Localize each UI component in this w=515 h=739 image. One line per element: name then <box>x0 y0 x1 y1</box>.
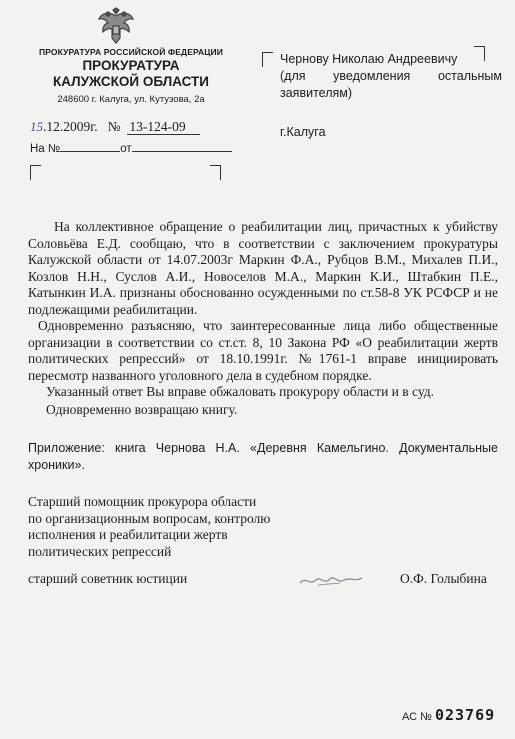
body-paragraph-1: На коллективное обращение о реабилитации лиц, причастных к убийству Соловьёва Е.Д. сообщаю, что в соответствии с заключением прокуратуры Калужской области от 14.07.2003г Маркин Ф.А., Рубцов В.М., Михалев П.И., Козлов Н.Н., Суслов А.И., Новоселов М.А., Маркин К.И., Штабкин П.Е., Катынкин И.А. признаны обоснованно осужденными по ст.58-8 УК РСФСР и не подлежащими реабилитации. <box>28 219 498 317</box>
body-paragraph-4: Одновременно возвращаю книгу. <box>46 402 238 417</box>
registration-row <box>30 119 200 135</box>
org-address: 248600 г. Калуга, ул. Кутузова, 2а <box>57 94 205 105</box>
recipient-city: г.Калуга <box>280 125 326 139</box>
ref-label: На № <box>30 143 61 155</box>
reg-date: .12.2009г. <box>43 119 98 134</box>
reg-day-handwritten: 15 <box>30 119 43 134</box>
attachment-note: Приложение: книга Чернова Н.А. «Деревня Камельгино. Документальные хроники». <box>28 441 498 472</box>
handwritten-signature-icon <box>296 570 366 590</box>
reference-row <box>30 140 232 155</box>
body-paragraph-2: Одновременно разъясняю, что заинтересованные лица либо общественные организации в соответствии со ст.ст. 8, 10 Закона РФ «О реабилитации жертв политических репрессий» от 18.10.1991г. №1761-1 вправе инициировать пересмотр названного уголовного дела в судебном порядке. <box>28 318 498 383</box>
recipient-name: Чернову Николаю Андреевичу <box>280 52 458 66</box>
org-line: ПРОКУРАТУРА РОССИЙСКОЙ ФЕДЕРАЦИИ <box>39 47 223 57</box>
position-line-3: исполнения и реабилитации жертв <box>28 527 228 543</box>
corner-mark-left <box>30 165 41 180</box>
ref-number-line <box>60 140 120 152</box>
recipient-note-1: (для уведомления остальным <box>280 69 502 83</box>
recipient-note-2: заявителям) <box>280 86 353 100</box>
position-line-4: политических репрессий <box>28 543 172 559</box>
ref-from: от <box>120 143 132 155</box>
position-line-2: по организационным вопросам, контролю <box>28 510 271 526</box>
recipient-block <box>280 51 502 102</box>
reg-no: 13-124-09 <box>127 119 199 135</box>
body-paragraph-3: Указанный ответ Вы вправе обжаловать прокурору области и в суд. <box>46 384 434 399</box>
position-line-1: Старший помощник прокурора области <box>28 494 257 509</box>
signatory-position <box>28 494 318 560</box>
double-headed-eagle-emblem-icon <box>96 6 136 46</box>
ref-date-line <box>132 140 232 152</box>
signatory-name: О.Ф. Голыбина <box>400 571 487 586</box>
org-name-1: ПРОКУРАТУРА <box>82 58 180 73</box>
signatory-rank: старший советник юстиции <box>28 571 188 586</box>
corner-mark-recipient-left <box>262 52 273 67</box>
reg-no-label: № <box>107 119 121 134</box>
serial-series: АС № <box>402 711 432 723</box>
serial-number: 023769 <box>434 706 496 724</box>
form-serial <box>402 706 495 724</box>
corner-mark-right <box>210 165 221 180</box>
org-name-2: КАЛУЖСКОЙ ОБЛАСТИ <box>53 74 209 89</box>
